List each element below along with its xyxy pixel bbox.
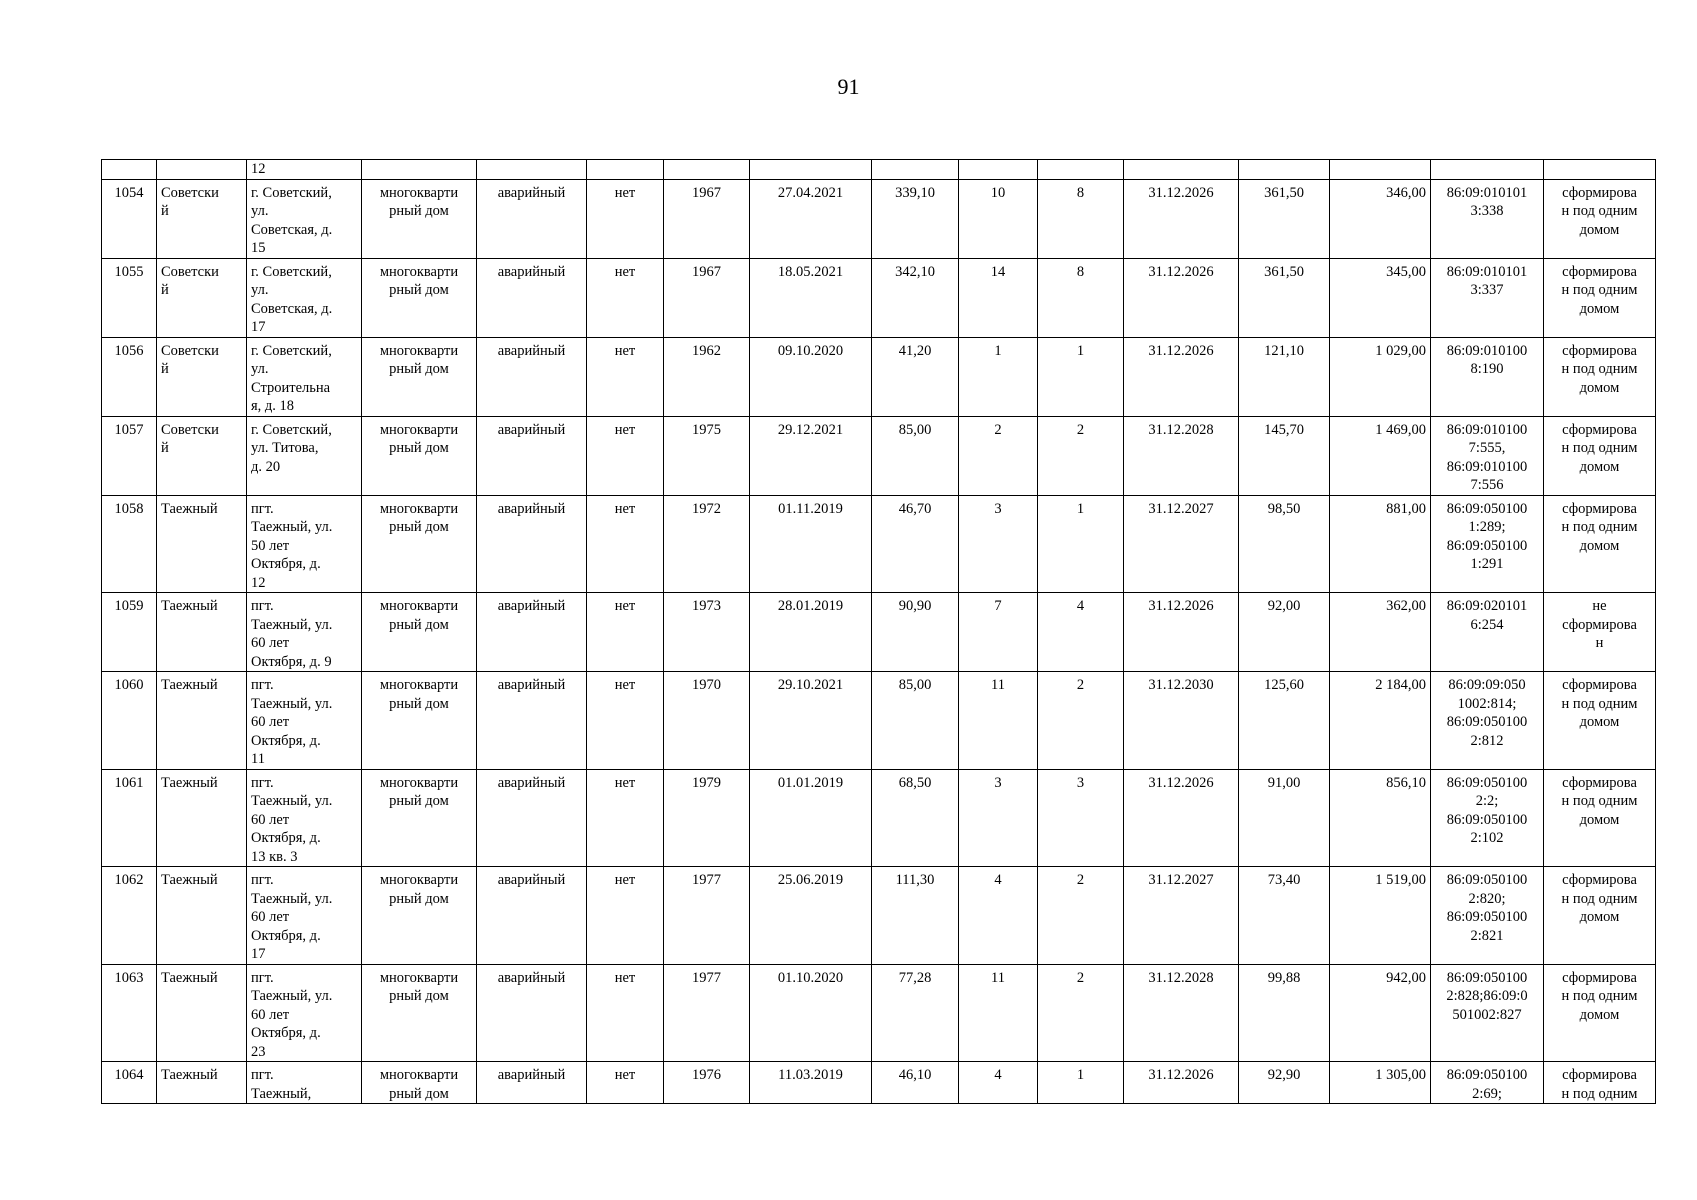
count-cell: 8 xyxy=(1038,258,1124,337)
table-body xyxy=(102,160,1656,1104)
cadastral-number-cell: 86:09:050100 2:820; 86:09:050100 2:821 xyxy=(1431,867,1544,965)
flag-cell: нет xyxy=(587,337,664,416)
table-row xyxy=(102,769,1656,867)
land-plot-cell: сформирова н под одним домом xyxy=(1544,495,1656,593)
municipality-cell: Таежный xyxy=(157,867,247,965)
value-cell: 362,00 xyxy=(1330,593,1431,672)
cadastral-number-cell: 86:09:010100 7:555, 86:09:010100 7:556 xyxy=(1431,416,1544,495)
row-number-cell: 1054 xyxy=(102,179,157,258)
year-cell: 1972 xyxy=(664,495,750,593)
area-cell: 342,10 xyxy=(872,258,959,337)
row-number-cell: 1057 xyxy=(102,416,157,495)
area-cell: 46,70 xyxy=(872,495,959,593)
value-cell: 856,10 xyxy=(1330,769,1431,867)
area-cell: 68,50 xyxy=(872,769,959,867)
count-cell: 2 xyxy=(959,416,1038,495)
municipality-cell: Советски й xyxy=(157,179,247,258)
year-cell: 1962 xyxy=(664,337,750,416)
building-type-cell: многокварти рный дом xyxy=(362,1062,477,1104)
municipality-cell: Таежный xyxy=(157,1062,247,1104)
cadastral-number-cell: 86:09:010101 3:338 xyxy=(1431,179,1544,258)
value-cell: 1 305,00 xyxy=(1330,1062,1431,1104)
status-cell: аварийный xyxy=(477,495,587,593)
cadastral-number-cell: 86:09:010100 8:190 xyxy=(1431,337,1544,416)
area-cell: 77,28 xyxy=(872,964,959,1062)
row-number-cell: 1059 xyxy=(102,593,157,672)
year-cell: 1970 xyxy=(664,672,750,770)
deadline-cell: 31.12.2026 xyxy=(1124,179,1239,258)
building-type-cell: многокварти рный дом xyxy=(362,769,477,867)
recognition-date-cell: 29.10.2021 xyxy=(750,672,872,770)
recognition-date-cell: 01.01.2019 xyxy=(750,769,872,867)
cadastral-number-cell: 86:09:050100 2:828;86:09:0 501002:827 xyxy=(1431,964,1544,1062)
municipality-cell: Таежный xyxy=(157,593,247,672)
count-cell: 4 xyxy=(959,1062,1038,1104)
status-cell: аварийный xyxy=(477,337,587,416)
status-cell: аварийный xyxy=(477,672,587,770)
recognition-date-cell: 18.05.2021 xyxy=(750,258,872,337)
count-cell: 1 xyxy=(1038,495,1124,593)
count-cell: 8 xyxy=(1038,179,1124,258)
deadline-cell: 31.12.2026 xyxy=(1124,258,1239,337)
recognition-date-cell: 01.10.2020 xyxy=(750,964,872,1062)
row-number-cell: 1055 xyxy=(102,258,157,337)
table-row xyxy=(102,416,1656,495)
year-cell: 1975 xyxy=(664,416,750,495)
area-cell: 111,30 xyxy=(872,867,959,965)
flag-cell: нет xyxy=(587,1062,664,1104)
status-cell: аварийный xyxy=(477,593,587,672)
table-row xyxy=(102,964,1656,1062)
address-cell: пгт. Таежный, ул. 60 лет Октября, д. 9 xyxy=(247,593,362,672)
flag-cell: нет xyxy=(587,672,664,770)
value-cell: 881,00 xyxy=(1330,495,1431,593)
land-plot-cell: сформирова н под одним домом xyxy=(1544,769,1656,867)
building-type-cell: многокварти рный дом xyxy=(362,593,477,672)
year-cell: 1977 xyxy=(664,964,750,1062)
value-cell: 361,50 xyxy=(1239,179,1330,258)
row-number-cell: 1064 xyxy=(102,1062,157,1104)
recognition-date-cell: 29.12.2021 xyxy=(750,416,872,495)
recognition-date-cell: 27.04.2021 xyxy=(750,179,872,258)
year-cell: 1967 xyxy=(664,179,750,258)
recognition-date-cell: 09.10.2020 xyxy=(750,337,872,416)
value-cell: 125,60 xyxy=(1239,672,1330,770)
count-cell: 2 xyxy=(1038,964,1124,1062)
municipality-cell: Таежный xyxy=(157,495,247,593)
deadline-cell: 31.12.2026 xyxy=(1124,337,1239,416)
deadline-cell: 31.12.2030 xyxy=(1124,672,1239,770)
value-cell: 942,00 xyxy=(1330,964,1431,1062)
cadastral-number-cell: 86:09:010101 3:337 xyxy=(1431,258,1544,337)
table-row xyxy=(102,337,1656,416)
table-row xyxy=(102,1062,1656,1104)
count-cell: 1 xyxy=(1038,1062,1124,1104)
address-cell: пгт. Таежный, ул. 60 лет Октября, д. 17 xyxy=(247,867,362,965)
status-cell: аварийный xyxy=(477,416,587,495)
value-cell: 2 184,00 xyxy=(1330,672,1431,770)
table-row xyxy=(102,593,1656,672)
area-cell: 46,10 xyxy=(872,1062,959,1104)
municipality-cell: Таежный xyxy=(157,672,247,770)
land-plot-cell: сформирова н под одним домом xyxy=(1544,672,1656,770)
address-cell: г. Советский, ул. Титова, д. 20 xyxy=(247,416,362,495)
cadastral-number-cell: 86:09:050100 2:2; 86:09:050100 2:102 xyxy=(1431,769,1544,867)
flag-cell: нет xyxy=(587,867,664,965)
recognition-date-cell: 11.03.2019 xyxy=(750,1062,872,1104)
recognition-date-cell: 01.11.2019 xyxy=(750,495,872,593)
deadline-cell: 31.12.2027 xyxy=(1124,495,1239,593)
count-cell: 11 xyxy=(959,672,1038,770)
table-row xyxy=(102,179,1656,258)
count-cell: 11 xyxy=(959,964,1038,1062)
building-type-cell: многокварти рный дом xyxy=(362,495,477,593)
count-cell: 2 xyxy=(1038,416,1124,495)
deadline-cell: 31.12.2026 xyxy=(1124,593,1239,672)
building-type-cell: многокварти рный дом xyxy=(362,416,477,495)
count-cell: 1 xyxy=(1038,337,1124,416)
housing-registry-table xyxy=(101,159,1656,1104)
table-row xyxy=(102,495,1656,593)
deadline-cell: 31.12.2028 xyxy=(1124,964,1239,1062)
count-cell: 14 xyxy=(959,258,1038,337)
value-cell: 92,90 xyxy=(1239,1062,1330,1104)
count-cell: 10 xyxy=(959,179,1038,258)
deadline-cell: 31.12.2028 xyxy=(1124,416,1239,495)
value-cell: 121,10 xyxy=(1239,337,1330,416)
address-cell: пгт. Таежный, ул. 50 лет Октября, д. 12 xyxy=(247,495,362,593)
deadline-cell: 31.12.2027 xyxy=(1124,867,1239,965)
status-cell: аварийный xyxy=(477,1062,587,1104)
land-plot-cell: сформирова н под одним домом xyxy=(1544,867,1656,965)
row-number-cell: 1058 xyxy=(102,495,157,593)
cadastral-number-cell: 86:09:050100 2:69; xyxy=(1431,1062,1544,1104)
municipality-cell: Советски й xyxy=(157,337,247,416)
deadline-cell: 31.12.2026 xyxy=(1124,1062,1239,1104)
flag-cell: нет xyxy=(587,179,664,258)
value-cell: 145,70 xyxy=(1239,416,1330,495)
value-cell: 345,00 xyxy=(1330,258,1431,337)
flag-cell: нет xyxy=(587,258,664,337)
count-cell: 2 xyxy=(1038,867,1124,965)
area-cell: 90,90 xyxy=(872,593,959,672)
building-type-cell: многокварти рный дом xyxy=(362,964,477,1062)
value-cell: 1 469,00 xyxy=(1330,416,1431,495)
recognition-date-cell: 28.01.2019 xyxy=(750,593,872,672)
area-cell: 339,10 xyxy=(872,179,959,258)
value-cell: 92,00 xyxy=(1239,593,1330,672)
deadline-cell: 31.12.2026 xyxy=(1124,769,1239,867)
row-number-cell: 1061 xyxy=(102,769,157,867)
building-type-cell: многокварти рный дом xyxy=(362,672,477,770)
count-cell: 4 xyxy=(1038,593,1124,672)
page-number: 91 xyxy=(837,74,860,99)
count-cell: 3 xyxy=(959,495,1038,593)
status-cell: аварийный xyxy=(477,179,587,258)
status-cell: аварийный xyxy=(477,769,587,867)
count-cell: 7 xyxy=(959,593,1038,672)
municipality-cell: Таежный xyxy=(157,769,247,867)
municipality-cell: Таежный xyxy=(157,964,247,1062)
value-cell: 346,00 xyxy=(1330,179,1431,258)
row-number-cell: 1062 xyxy=(102,867,157,965)
cadastral-number-cell: 86:09:09:050 1002:814; 86:09:050100 2:812 xyxy=(1431,672,1544,770)
address-cell: г. Советский, ул. Строительна я, д. 18 xyxy=(247,337,362,416)
land-plot-cell: сформирова н под одним домом xyxy=(1544,964,1656,1062)
status-cell: аварийный xyxy=(477,964,587,1062)
building-type-cell: многокварти рный дом xyxy=(362,337,477,416)
address-cell: 12 xyxy=(247,160,362,180)
address-cell: г. Советский, ул. Советская, д. 17 xyxy=(247,258,362,337)
row-number-cell: 1060 xyxy=(102,672,157,770)
municipality-cell: Советски й xyxy=(157,416,247,495)
table-row xyxy=(102,258,1656,337)
table-row-continuation xyxy=(102,160,1656,180)
year-cell: 1979 xyxy=(664,769,750,867)
table-row xyxy=(102,867,1656,965)
row-number-cell: 1056 xyxy=(102,337,157,416)
cadastral-number-cell: 86:09:020101 6:254 xyxy=(1431,593,1544,672)
building-type-cell: многокварти рный дом xyxy=(362,258,477,337)
land-plot-cell: сформирова н под одним домом xyxy=(1544,416,1656,495)
flag-cell: нет xyxy=(587,964,664,1062)
address-cell: пгт. Таежный, ул. 60 лет Октября, д. 13 кв. 3 xyxy=(247,769,362,867)
address-cell: пгт. Таежный, ул. 60 лет Октября, д. 23 xyxy=(247,964,362,1062)
municipality-cell: Советски й xyxy=(157,258,247,337)
area-cell: 41,20 xyxy=(872,337,959,416)
year-cell: 1973 xyxy=(664,593,750,672)
row-number-cell: 1063 xyxy=(102,964,157,1062)
area-cell: 85,00 xyxy=(872,672,959,770)
year-cell: 1977 xyxy=(664,867,750,965)
value-cell: 73,40 xyxy=(1239,867,1330,965)
cadastral-number-cell: 86:09:050100 1:289; 86:09:050100 1:291 xyxy=(1431,495,1544,593)
status-cell: аварийный xyxy=(477,258,587,337)
value-cell: 1 029,00 xyxy=(1330,337,1431,416)
year-cell: 1976 xyxy=(664,1062,750,1104)
recognition-date-cell: 25.06.2019 xyxy=(750,867,872,965)
value-cell: 98,50 xyxy=(1239,495,1330,593)
count-cell: 3 xyxy=(1038,769,1124,867)
value-cell: 361,50 xyxy=(1239,258,1330,337)
count-cell: 4 xyxy=(959,867,1038,965)
flag-cell: нет xyxy=(587,593,664,672)
building-type-cell: многокварти рный дом xyxy=(362,867,477,965)
flag-cell: нет xyxy=(587,495,664,593)
status-cell: аварийный xyxy=(477,867,587,965)
area-cell: 85,00 xyxy=(872,416,959,495)
count-cell: 1 xyxy=(959,337,1038,416)
count-cell: 3 xyxy=(959,769,1038,867)
land-plot-cell: сформирова н под одним домом xyxy=(1544,258,1656,337)
building-type-cell: многокварти рный дом xyxy=(362,179,477,258)
table-row xyxy=(102,672,1656,770)
flag-cell: нет xyxy=(587,416,664,495)
address-cell: пгт. Таежный, ул. 60 лет Октября, д. 11 xyxy=(247,672,362,770)
land-plot-cell: сформирова н под одним домом xyxy=(1544,337,1656,416)
land-plot-cell: сформирова н под одним xyxy=(1544,1062,1656,1104)
address-cell: г. Советский, ул. Советская, д. 15 xyxy=(247,179,362,258)
count-cell: 2 xyxy=(1038,672,1124,770)
value-cell: 99,88 xyxy=(1239,964,1330,1062)
land-plot-cell: не сформирова н xyxy=(1544,593,1656,672)
year-cell: 1967 xyxy=(664,258,750,337)
value-cell: 91,00 xyxy=(1239,769,1330,867)
flag-cell: нет xyxy=(587,769,664,867)
value-cell: 1 519,00 xyxy=(1330,867,1431,965)
land-plot-cell: сформирова н под одним домом xyxy=(1544,179,1656,258)
address-cell: пгт. Таежный, xyxy=(247,1062,362,1104)
